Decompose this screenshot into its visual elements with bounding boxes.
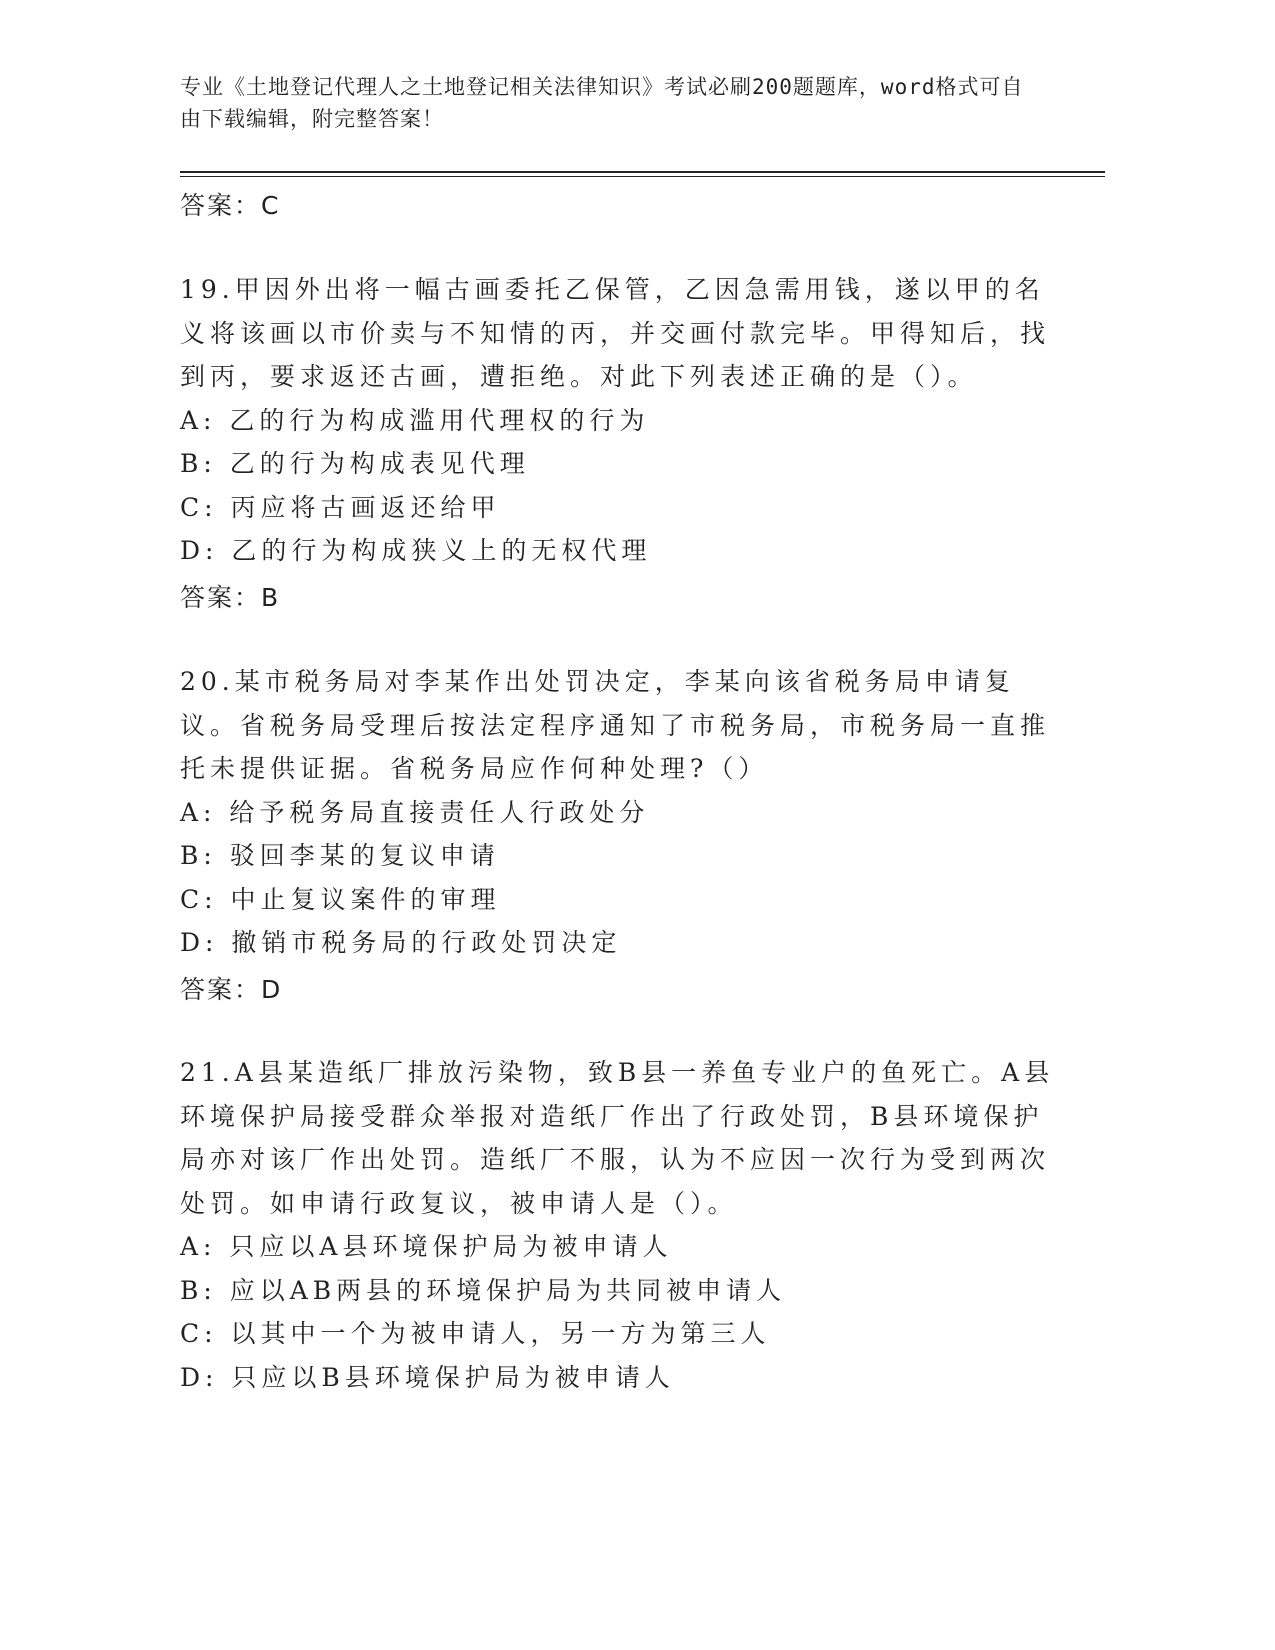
option-d: D: 撤销市税务局的行政处罚决定 xyxy=(180,928,622,957)
option-d: D: 乙的行为构成狭义上的无权代理 xyxy=(180,536,652,565)
option-b: B: 驳回李某的复议申请 xyxy=(180,841,500,870)
question-stem: 21.A县某造纸厂排放污染物，致B县一养鱼专业户的鱼死亡。A县环境保护局接受群众举报对造纸厂作出了行政处罚，B县环境保护局亦对该厂作出处罚。造纸厂不服，认为不应因一次行为受到两次处罚。如申请行政复议，被申请人是（）。 xyxy=(180,1058,1055,1218)
question-20 xyxy=(180,660,1060,965)
option-a: A: 给予税务局直接责任人行政处分 xyxy=(180,797,650,827)
option-c: C: 中止复议案件的审理 xyxy=(180,884,501,914)
question-19 xyxy=(180,268,1060,573)
option-c: C: 以其中一个为被申请人，另一方为第三人 xyxy=(180,1319,771,1348)
option-a: A: 只应以A县环境保护局为被申请人 xyxy=(180,1232,673,1261)
question-20-answer: 答案：D xyxy=(180,975,283,1004)
previous-answer: 答案：C xyxy=(180,191,281,220)
option-d: D: 只应以B县环境保护局为被申请人 xyxy=(180,1362,675,1392)
document-header: 专业《土地登记代理人之土地登记相关法律知识》考试必刷200题题库，word格式可自由下载编辑，附完整答案！ xyxy=(180,75,1024,131)
option-a: A: 乙的行为构成滥用代理权的行为 xyxy=(180,405,650,435)
header-rule-thick xyxy=(180,171,1105,173)
option-b: B: 乙的行为构成表见代理 xyxy=(180,449,530,478)
option-b: B: 应以AB两县的环境保护局为共同被申请人 xyxy=(180,1275,787,1305)
option-c: C: 丙应将古画返还给甲 xyxy=(180,492,501,522)
question-21 xyxy=(180,1051,1060,1399)
header-rule-thin xyxy=(180,176,1105,177)
question-stem: 19.甲因外出将一幅古画委托乙保管，乙因急需用钱，遂以甲的名义将该画以市价卖与不知情的丙，并交画付款完毕。甲得知后，找到丙，要求返还古画，遭拒绝。对此下列表述正确的是（）。 xyxy=(180,275,1051,391)
question-19-answer: 答案：B xyxy=(180,583,281,612)
question-stem: 20.某市税务局对李某作出处罚决定，李某向该省税务局申请复议。省税务局受理后按法定程序通知了市税务局，市税务局一直推托未提供证据。省税务局应作何种处理?（） xyxy=(180,667,1051,783)
